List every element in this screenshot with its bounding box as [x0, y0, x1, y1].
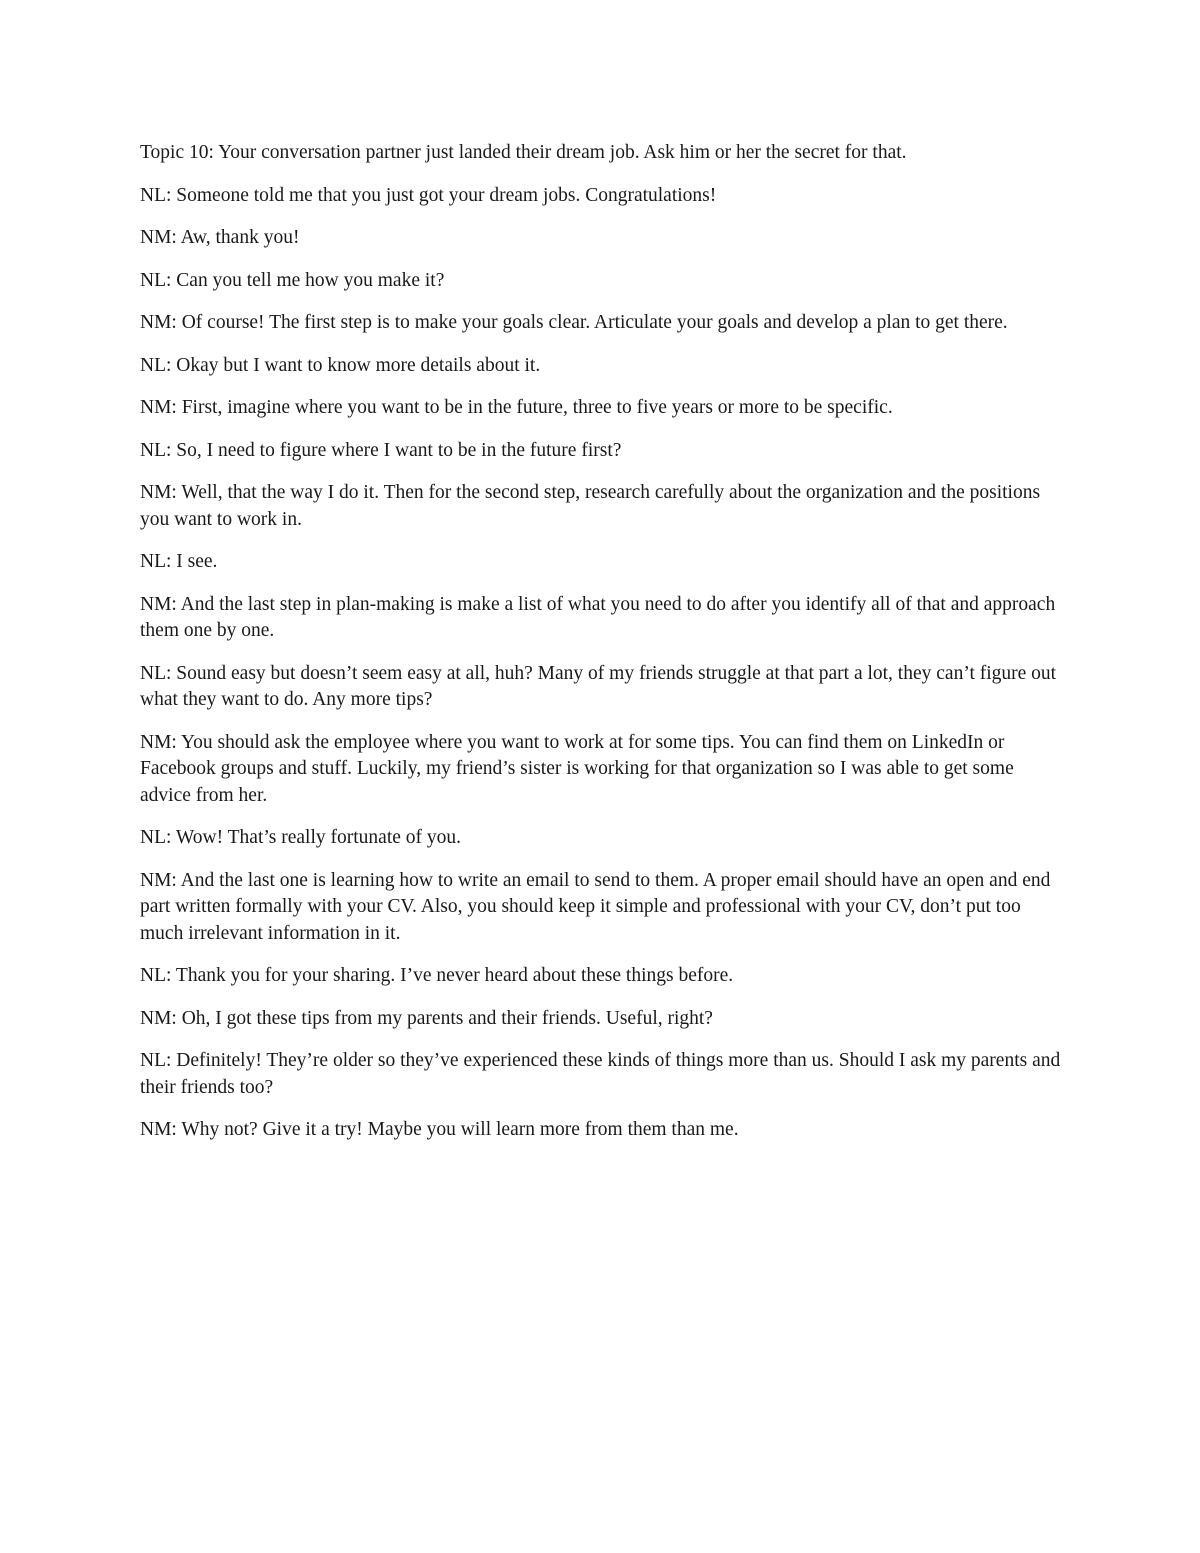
dialogue-line: NL: Can you tell me how you make it? — [140, 269, 445, 291]
dialogue-line: NM: Oh, I got these tips from my parents and their friends. Useful, right? — [140, 1007, 713, 1029]
dialogue-line: NM: And the last one is learning how to write an email to send to them. A proper email should have an open and end part written formally with your CV. Also, you should keep it simple and professional with your CV, don’t put too much irrelevant information in it. — [140, 869, 1051, 944]
dialogue-line: NL: Okay but I want to know more details about it. — [140, 354, 541, 376]
dialogue-line: NM: And the last step in plan-making is make a list of what you need to do after you identify all of that and approach them one by one. — [140, 593, 1056, 641]
document-body — [140, 140, 1065, 1160]
dialogue-line: NL: So, I need to figure where I want to be in the future first? — [140, 439, 622, 461]
dialogue-line: NM: First, imagine where you want to be in the future, three to five years or more to be specific. — [140, 397, 893, 418]
dialogue-line: NM: Well, that the way I do it. Then for the second step, research carefully about the organization and the positions you want to work in. — [140, 482, 1041, 530]
dialogue-line: NM: You should ask the employee where you want to work at for some tips. You can find them on LinkedIn or Facebook groups and stuff. Luckily, my friend’s sister is working for that organization so I was able to get some advice from her. — [140, 731, 1014, 806]
dialogue-line: NL: Thank you for your sharing. I’ve never heard about these things before. — [140, 965, 734, 986]
dialogue-line: NL: Wow! That’s really fortunate of you. — [140, 827, 462, 848]
dialogue-line: NL: Someone told me that you just got your dream jobs. Congratulations! — [140, 184, 717, 206]
dialogue-line: NM: Why not? Give it a try! Maybe you will learn more from them than me. — [140, 1119, 739, 1140]
dialogue-line: NL: I see. — [140, 551, 218, 572]
dialogue-line: NM: Aw, thank you! — [140, 227, 300, 248]
dialogue-line: NM: Of course! The first step is to make your goals clear. Articulate your goals and develop a plan to get there. — [140, 312, 1008, 333]
dialogue-line: NL: Definitely! They’re older so they’ve experienced these kinds of things more than us. Should I ask my parents and their friends too? — [140, 1050, 1061, 1098]
dialogue-line: NL: Sound easy but doesn’t seem easy at all, huh? Many of my friends struggle at that part a lot, they can’t figure out what they want to do. Any more tips? — [140, 662, 1057, 710]
topic-heading: Topic 10: Your conversation partner just landed their dream job. Ask him or her the secret for that. — [140, 142, 907, 163]
